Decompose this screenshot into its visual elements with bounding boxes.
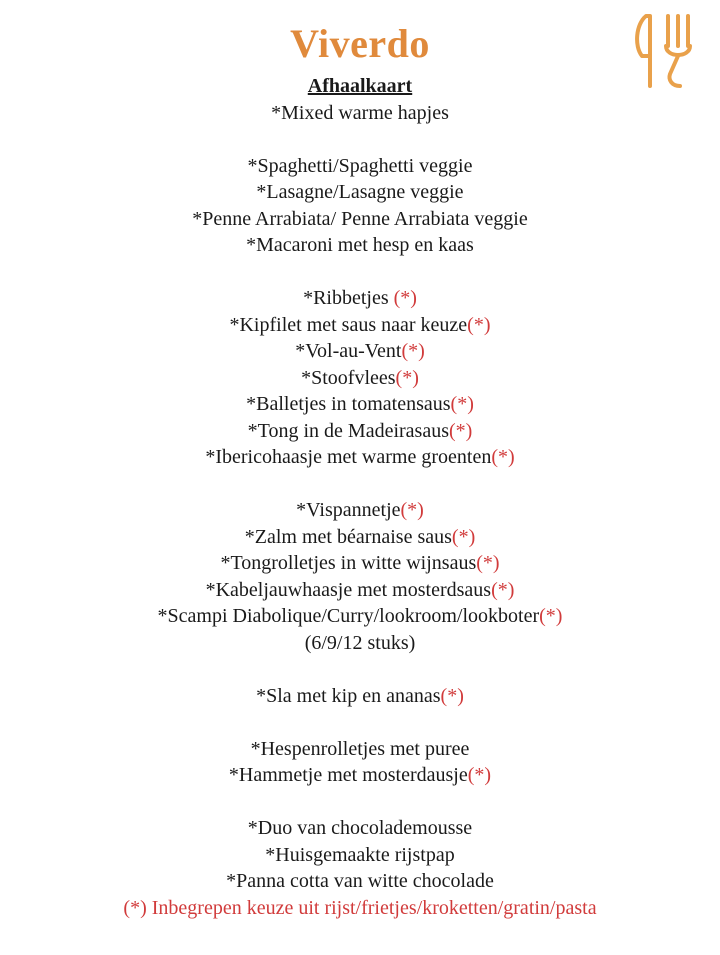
menu-item [0, 179, 720, 206]
menu-section [0, 100, 720, 127]
menu-subtitle: Afhaalkaart [307, 75, 413, 97]
menu-section [0, 683, 720, 710]
menu-item [0, 206, 720, 233]
menu-item [0, 603, 720, 630]
included-side-mark: (*) [440, 684, 464, 707]
included-side-mark: (*) [467, 313, 491, 336]
menu-item-text: *Ribbetjes [303, 287, 394, 309]
menu-item [0, 577, 720, 604]
menu-section [0, 736, 720, 789]
included-side-mark: (*) [491, 578, 515, 601]
menu-item [0, 100, 720, 127]
included-side-mark: (*) [395, 366, 419, 389]
menu-item [0, 524, 720, 551]
included-side-mark: (*) [539, 605, 563, 627]
menu-item [0, 338, 720, 365]
menu-item [0, 153, 720, 180]
restaurant-title: Viverdo [290, 21, 430, 66]
menu-item-text: *Tongrolletjes in witte wijnsaus [220, 552, 477, 574]
menu-item-text: *Ibericohaasje met warme groenten [205, 446, 492, 468]
included-side-mark: (*) [467, 764, 492, 786]
menu-item-text: *Tong in de Madeirasaus [247, 419, 449, 442]
menu-item [0, 842, 720, 869]
menu-item-text: *Hammetje met mosterdausje [228, 764, 468, 786]
menu-item [0, 683, 720, 710]
menu-item [0, 391, 720, 418]
menu-item [0, 497, 720, 524]
included-side-mark: (*) [449, 419, 473, 442]
menu-item [0, 312, 720, 339]
menu-item-text: *Zalm met béarnaise saus [244, 525, 452, 548]
takeaway-menu [0, 73, 720, 921]
menu-item-text: *Stoofvlees [301, 366, 396, 389]
menu-item-text: *Vispannetje [296, 499, 401, 521]
menu-item-text: *Scampi Diabolique/Curry/lookroom/lookboter [157, 605, 540, 627]
menu-item-text: *Penne Arrabiata/ Penne Arrabiata veggie [192, 207, 528, 230]
included-side-mark: (*) [491, 446, 515, 468]
menu-item-text: (6/9/12 stuks) [304, 631, 416, 654]
menu-item-text: *Huisgemaakte rijstpap [265, 843, 455, 866]
menu-section [0, 815, 720, 895]
menu-item-text: *Kabeljauwhaasje met mosterdsaus [205, 578, 492, 601]
menu-item-text: *Panna cotta van witte chocolade [226, 870, 494, 892]
menu-item-text: *Lasagne/Lasagne veggie [256, 181, 464, 203]
menu-item [0, 418, 720, 445]
menu-item [0, 365, 720, 392]
menu-item-text: *Spaghetti/Spaghetti veggie [247, 154, 473, 177]
menu-item [0, 762, 720, 789]
menu-item [0, 285, 720, 312]
menu-item-text: *Kipfilet met saus naar keuze [229, 313, 468, 336]
menu-item-text: *Duo van chocolademousse [247, 817, 473, 839]
menu-item [0, 232, 720, 259]
menu-sections [0, 100, 720, 895]
menu-item [0, 868, 720, 895]
menu-section [0, 285, 720, 471]
menu-item-text: *Hespenrolletjes met puree [250, 737, 470, 760]
menu-item-text: *Sla met kip en ananas [256, 684, 441, 707]
included-side-mark: (*) [451, 525, 476, 548]
menu-item [0, 736, 720, 763]
menu-section [0, 497, 720, 656]
menu-footnote: (*) Inbegrepen keuze uit rijst/frietjes/kroketten/gratin/pasta [123, 896, 597, 919]
menu-item-text: *Mixed warme hapjes [271, 101, 449, 124]
included-side-mark: (*) [400, 499, 424, 521]
included-side-mark: (*) [401, 340, 425, 362]
included-side-mark: (*) [393, 287, 417, 309]
menu-item [0, 550, 720, 577]
included-side-mark: (*) [476, 552, 500, 574]
menu-item [0, 630, 720, 657]
menu-item [0, 815, 720, 842]
menu-item-text: *Balletjes in tomatensaus [246, 393, 451, 415]
included-side-mark: (*) [450, 393, 474, 415]
menu-item-text: *Macaroni met hesp en kaas [246, 234, 474, 256]
menu-item-text: *Vol-au-Vent [295, 340, 402, 362]
menu-section [0, 153, 720, 259]
menu-item [0, 444, 720, 471]
